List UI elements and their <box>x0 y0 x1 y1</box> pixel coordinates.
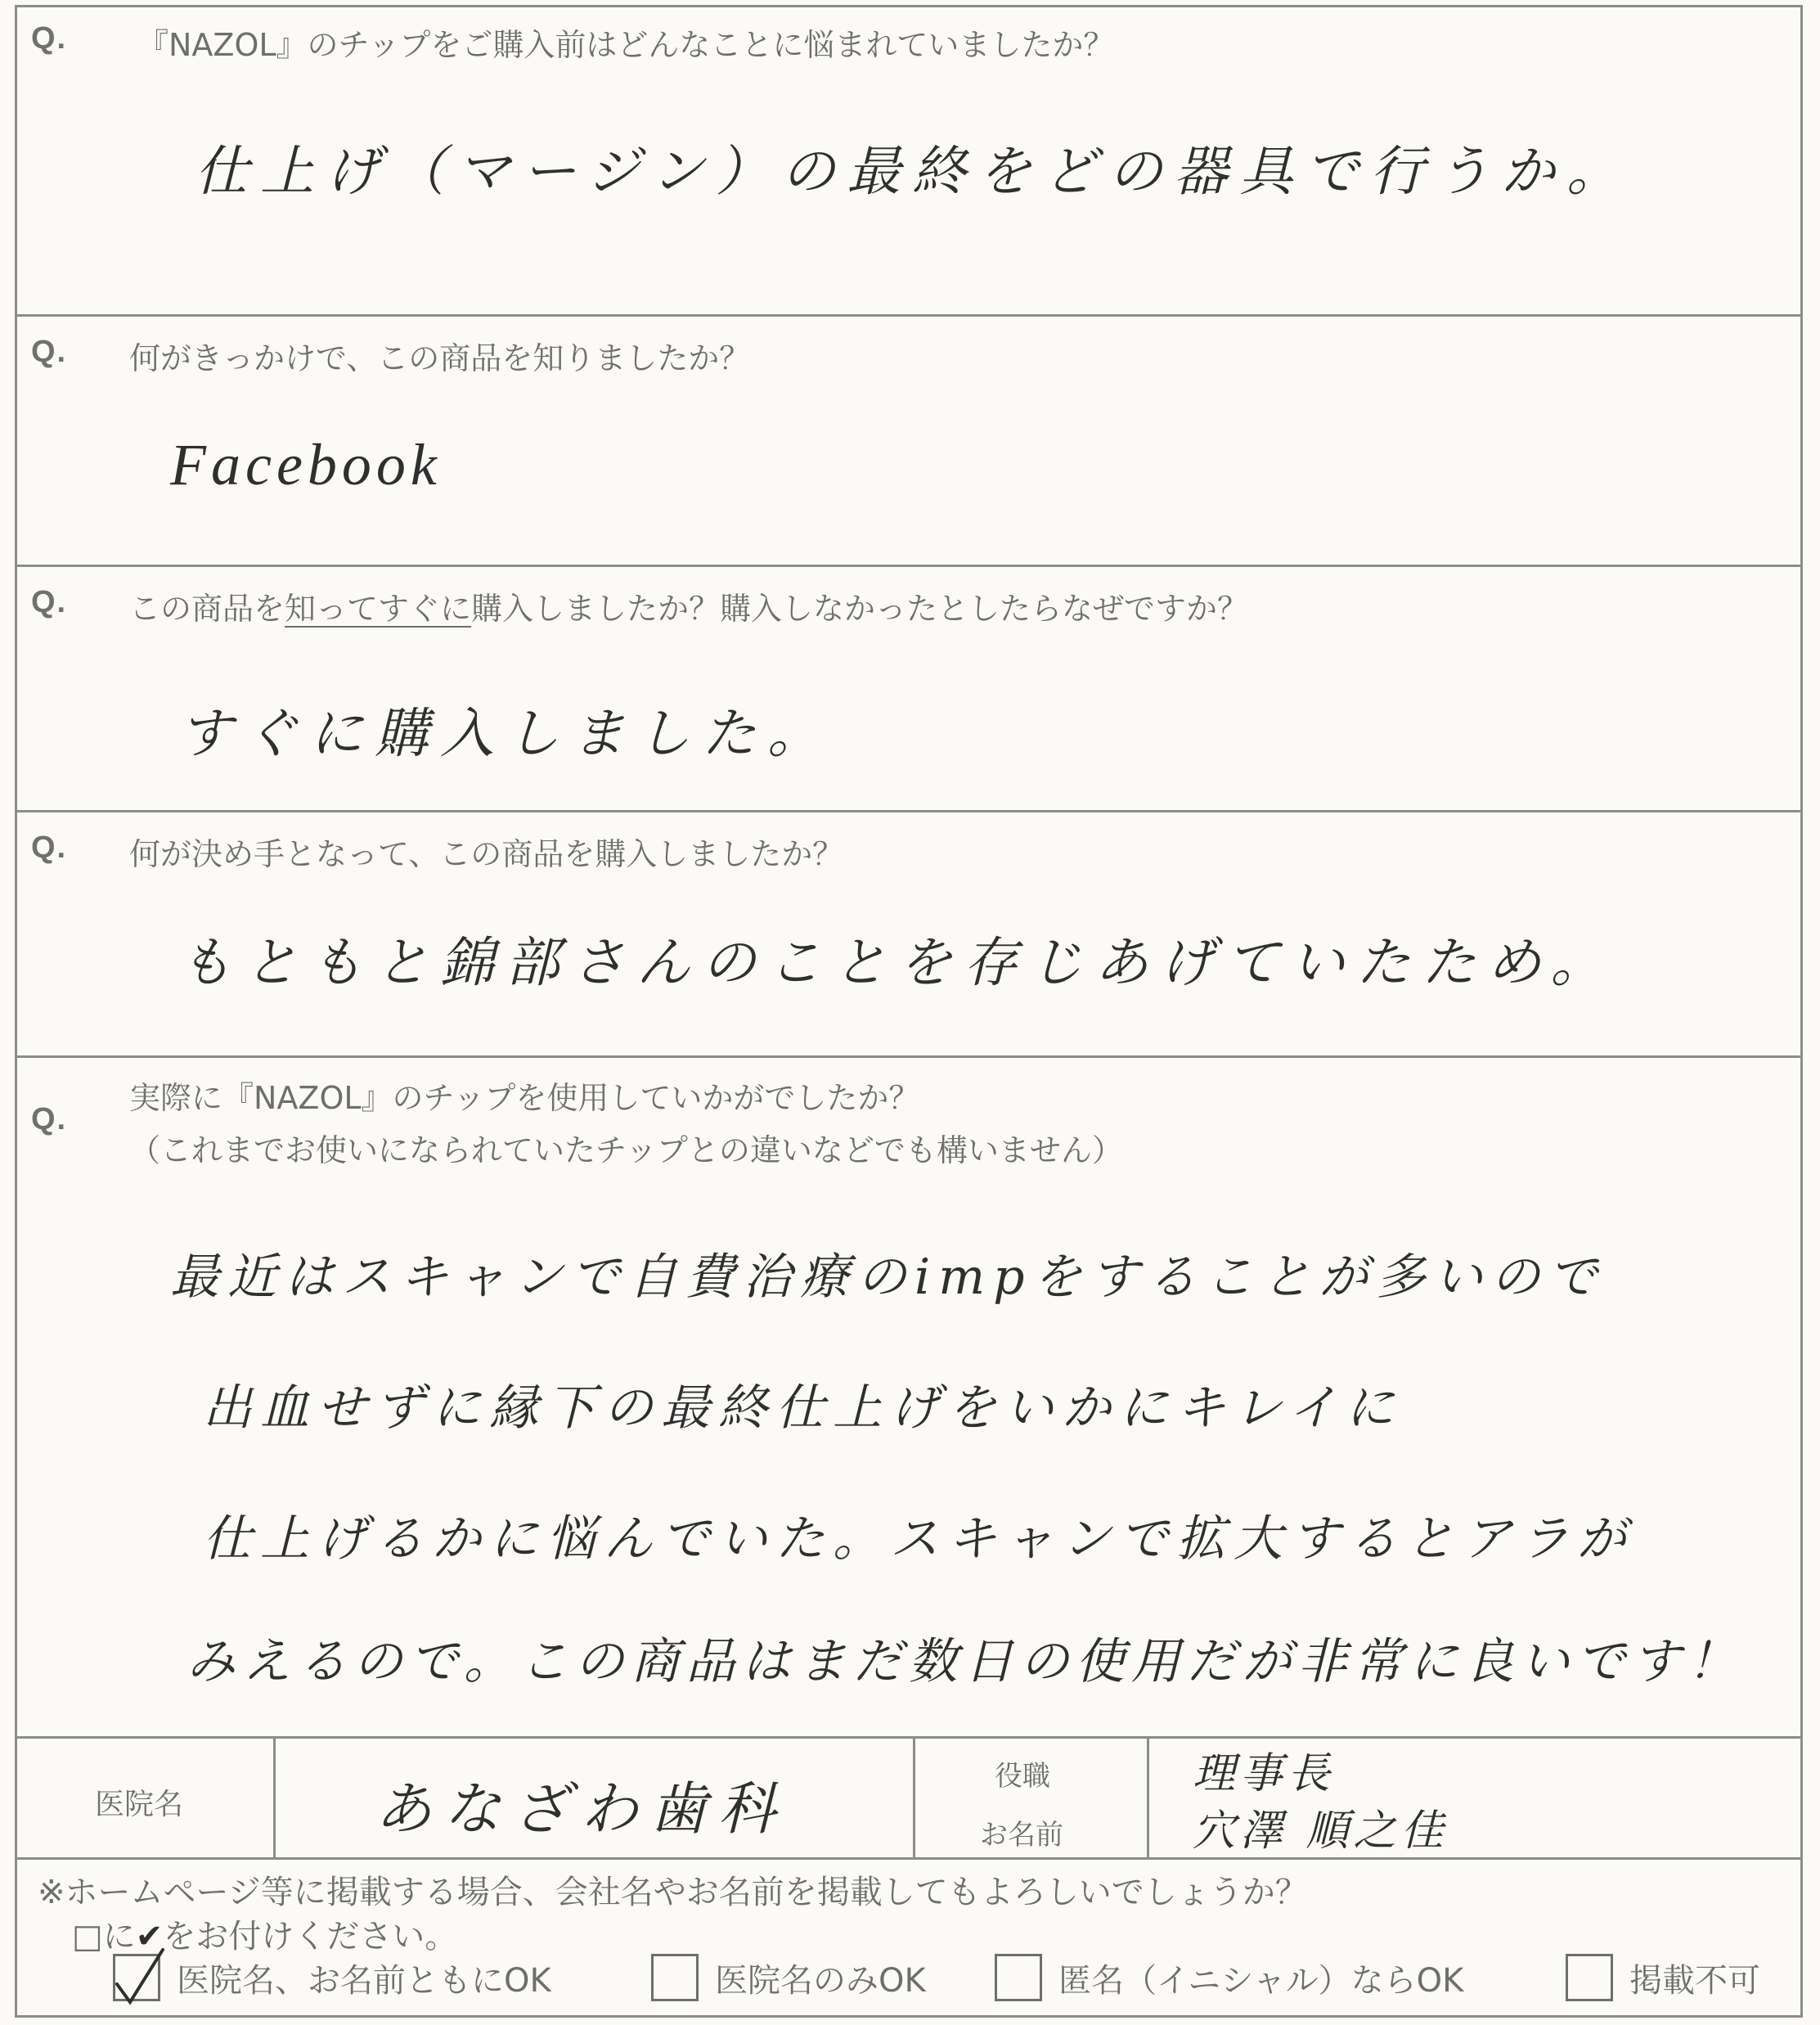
question-text: この商品を知ってすぐに購入しましたか？購入しなかったとしたらなぜですか？ <box>129 591 1249 627</box>
answer-handwritten: すぐに購入しました。 <box>178 702 833 765</box>
option-clinic-and-name-ok[interactable] <box>113 1954 551 2001</box>
option-label: 医院名、お名前ともにOK <box>177 1961 551 2000</box>
position-label: 役職 <box>995 1760 1050 1793</box>
option-label: 匿名（イニシャル）ならOK <box>1058 1961 1464 2000</box>
question-section-2 <box>15 317 1803 567</box>
person-name-value: 穴澤 順之佳 <box>1193 1807 1449 1856</box>
q-mark: Q. <box>31 585 68 619</box>
divider <box>273 1739 276 1860</box>
answer-line: 仕上げるかに悩んでいた。スキャンで拡大するとアラが <box>203 1510 1634 1568</box>
checkbox[interactable] <box>1566 1954 1613 2001</box>
publish-instruction: □に✔をお付けください。 <box>72 1918 458 1955</box>
answer-handwritten: もともと錦部さんのことを存じあげていたため。 <box>178 931 1616 994</box>
option-label: 掲載不可 <box>1629 1961 1760 2000</box>
check-mark-icon <box>110 1945 169 2010</box>
checkbox[interactable] <box>995 1954 1042 2001</box>
q-mark: Q. <box>31 335 68 369</box>
option-clinic-only-ok[interactable] <box>651 1954 926 2001</box>
name-label: お名前 <box>980 1819 1063 1852</box>
q-mark: Q. <box>31 21 68 56</box>
clinic-name-label: 医院名 <box>95 1788 184 1821</box>
question-section-1 <box>15 5 1803 317</box>
divider <box>913 1739 915 1860</box>
checkbox[interactable] <box>651 1954 699 2001</box>
answer-line: みえるので。この商品はまだ数日の使用だが非常に良いです！ <box>186 1633 1743 1690</box>
checkbox-checked[interactable] <box>113 1954 160 2001</box>
question-section-5 <box>15 1058 1803 1739</box>
answer-line: 最近はスキャンで自費治療のimpをすることが多いので <box>170 1249 1606 1306</box>
q-mark: Q. <box>31 830 68 865</box>
divider <box>1147 1739 1149 1860</box>
option-no-publish[interactable] <box>1566 1954 1760 2001</box>
clinic-info-row <box>15 1739 1803 1860</box>
publish-question: ※ホームページ等に掲載する場合、会社名やお名前を掲載してもよろしいでしょうか？ <box>38 1874 1308 1911</box>
clinic-name-value: あなざわ歯科 <box>375 1775 787 1843</box>
answer-line: 出血せずに縁下の最終仕上げをいかにキレイに <box>203 1379 1403 1437</box>
publish-consent-section <box>15 1860 1803 2018</box>
question-text: 何がきっかけで、この商品を知りましたか？ <box>129 340 751 376</box>
option-anonymous-ok[interactable] <box>995 1954 1463 2001</box>
question-text: 実際に『NAZOL』のチップを使用していかがでしたか？ <box>129 1080 920 1116</box>
option-label: 医院名のみOK <box>715 1961 926 2000</box>
answer-handwritten: Facebook <box>170 432 442 497</box>
question-section-4 <box>15 812 1803 1058</box>
question-subtext: （これまでお使いになられていたチップとの違いなどでも構いません） <box>129 1132 1123 1168</box>
question-text: 『NAZOL』のチップをご購入前はどんなことに悩まれていましたか？ <box>137 27 1115 63</box>
question-section-3 <box>15 567 1803 812</box>
answer-handwritten: 仕上げ（マージン）の最終をどの器具で行うか。 <box>195 140 1633 203</box>
position-value: 理事長 <box>1193 1749 1336 1798</box>
question-text: 何が決め手となって、この商品を購入しましたか？ <box>129 836 844 872</box>
q-mark: Q. <box>31 1102 68 1136</box>
